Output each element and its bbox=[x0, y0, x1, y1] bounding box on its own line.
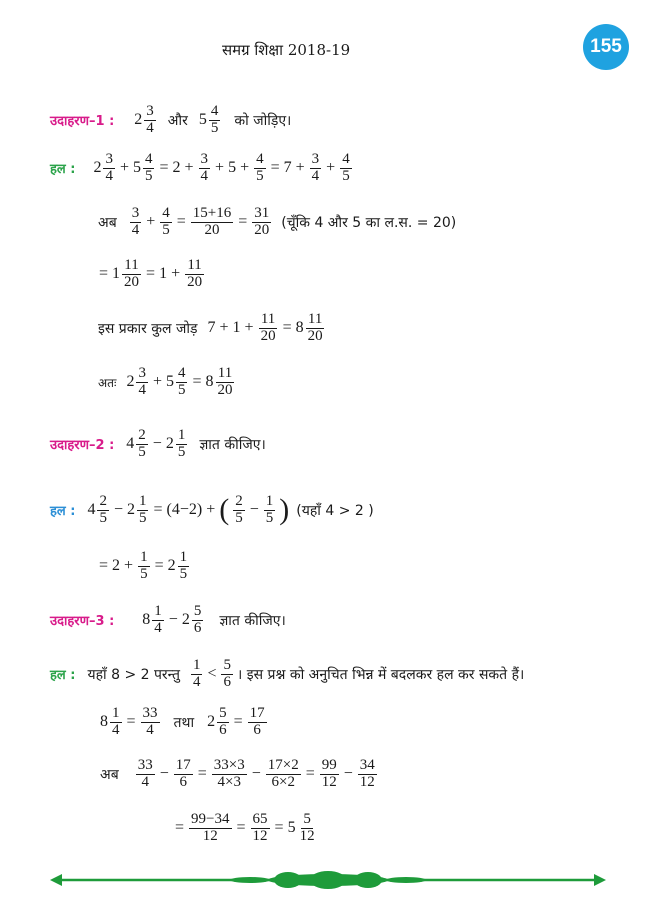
example-2-label: उदाहरण–2 : bbox=[50, 438, 115, 454]
example-2-solution-label: हल : bbox=[50, 504, 76, 520]
example-1-label: उदाहरण–1 : bbox=[50, 114, 115, 130]
example-1-solution-line-1: हल : 2 $\frac{3}{4}$ + 5 $\frac{4}{5}$ = 2 + $\frac{3}{4}$ + 5 + $\frac{4}{5}$ = 7 + $\frac{3}{4}$ + $\frac{4}{5}$ bbox=[50, 151, 350, 184]
example-3-solution-line-1: हल : यहाँ 8 > 2 परन्तु $\frac{1}{4}$ < $\frac{5}{6}$ । इस प्रश्न को अनुचित भिन्न में बदलकर हल कर सकते हैं। bbox=[50, 657, 525, 690]
example-3-solution-line-3: अब $\frac{33}{4}$ − $\frac{17}{6}$ = $\frac{33\times 3}{4\times 3}$ − $\frac{17\times 2}{6\times 2}$ = $\frac{99}{12}$ − $\frac{34}{12}$ bbox=[100, 757, 375, 790]
page-number-badge: 155 bbox=[583, 24, 629, 70]
example-3-label: उदाहरण–3 : bbox=[50, 614, 115, 630]
example-1-solution-line-3: = 1 $\frac{11}{20}$ = 1 + $\frac{11}{20}$ bbox=[99, 257, 203, 290]
example-1-solution-line-4: इस प्रकार कुल जोड़ 7 + 1 + $\frac{11}{20}$ = 8 $\frac{11}{20}$ bbox=[98, 311, 323, 344]
example-1-solution-line-5: अतः 2 $\frac{3}{4}$ + 5 $\frac{4}{5}$ = 8 $\frac{11}{20}$ bbox=[98, 365, 233, 398]
ornament-divider bbox=[50, 868, 606, 892]
example-3-solution-line-2: 8 $\frac{1}{4}$ = $\frac{33}{4}$ तथा 2 $\frac{5}{6}$ = $\frac{17}{6}$ bbox=[100, 705, 265, 738]
example-1-statement: उदाहरण–1 : 2 $\frac{3}{4}$ और 5 $\frac{4}{5}$ को जोड़िए। bbox=[50, 103, 292, 136]
example-1-solution-line-2: अब $\frac{3}{4}$ + $\frac{4}{5}$ = $\frac{15+16}{20}$ = $\frac{31}{20}$ (चूँकि 4 और 5 का ल.स. = 20) bbox=[98, 205, 457, 238]
example-2-solution-line-1: हल : 4 $\frac{2}{5}$ − 2 $\frac{1}{5}$ = (4−2) + ( $\frac{2}{5}$ − $\frac{1}{5}$ ) (यहाँ 4 > 2 ) bbox=[50, 493, 374, 527]
example-2-solution-line-2: = 2 + $\frac{1}{5}$ = 2 $\frac{1}{5}$ bbox=[99, 549, 188, 582]
example-3-statement: उदाहरण–3 : 8 $\frac{1}{4}$ − 2 $\frac{5}{6}$ ज्ञात कीजिए। bbox=[50, 603, 286, 636]
example-2-statement: उदाहरण–2 : 4 $\frac{2}{5}$ − 2 $\frac{1}{5}$ ज्ञात कीजिए। bbox=[50, 427, 266, 460]
example-3-solution-label: हल : bbox=[50, 668, 76, 684]
example-1-solution-label: हल : bbox=[50, 162, 76, 178]
example-3-solution-line-4: = $\frac{99-34}{12}$ = $\frac{65}{12}$ = 5 $\frac{5}{12}$ bbox=[175, 811, 315, 844]
page-header-title: समग्र शिक्षा 2018-19 bbox=[222, 41, 351, 59]
